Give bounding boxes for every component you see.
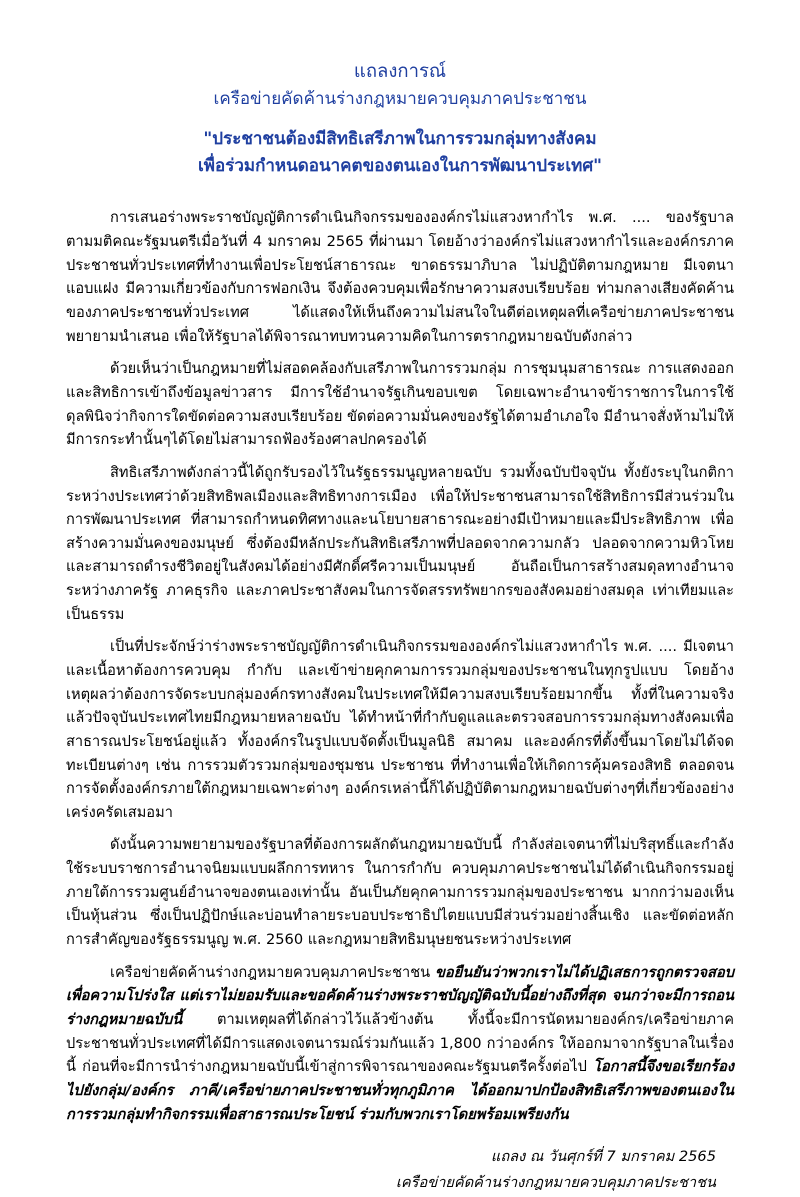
quote-line-1: "ประชาชนต้องมีสิทธิเสรีภาพในการรวมกลุ่มทางสังคม bbox=[203, 129, 597, 150]
final-emphasis-2: โอกาสนี้จึงขอเรียกร้องไปยังกลุ่ม/องค์กร ภาคี/เครือข่ายภาคประชาชนทั่วทุกภูมิภาค ได้ออกมาปกป้องสิทธิเสรีภาพของตนเองในการรวมกลุ่มทำกิจกรรมเพื่อสาธารณประโยชน์ ร่วมกับพวกเราโดยพร้อมเพรียงกัน bbox=[66, 1058, 734, 1123]
signature-date: แถลง ณ วันศุกร์ที่ 7 มกราคม 2565 bbox=[490, 1148, 716, 1166]
quote-line-2: เพื่อร่วมกำหนดอนาคตของตนเองในการพัฒนาประเทศ" bbox=[197, 156, 603, 177]
page-subtitle: เครือข่ายคัดค้านร่างกฎหมายควบคุมภาคประชาชน bbox=[213, 88, 587, 109]
paragraph-3: สิทธิเสรีภาพดังกล่าวนี้ได้ถูกรับรองไว้ในรัฐธรรมนูญหลายฉบับ รวมทั้งฉบับปัจจุบัน ทั้งยังระบุในกติการะหว่างประเทศว่าด้วยสิทธิพลเมืองและสิทธิทางการเมือง เพื่อให้ประชาชนสามารถใช้สิทธิการมีส่วนร่วมในการพัฒนาประเทศ ที่สามารถกำหนดทิศทางและนโยบายสาธารณะอย่างมีเป้าหมายและมีประสิทธิภาพ เพื่อสร้างความมั่นคงของมนุษย์ ซึ่งต้องมีหลักประกันสิทธิเสรีภาพที่ปลอดจากความกลัว ปลอดจากความหิวโหย และสามารถดำรงชีวิตอยู่ในสังคมได้อย่างมีศักดิ์ศรีความเป็นมนุษย์ อันถือเป็นการสร้างสมดุลทางอำนาจระหว่างภาครัฐ ภาคธุรกิจ และภาคประชาสังคมในการจัดสรรทรัพยากรของสังคมอย่างสมดุล เท่าเทียมและเป็นธรรม bbox=[66, 463, 734, 623]
final-emphasis-1: ขอยืนยันว่าพวกเราไม่ได้ปฏิเสธการถูกตรวจสอบเพื่อความโปร่งใส แต่เราไม่ยอมรับและขอคัดค้านร่างพระราชบัญญัติฉบับนี้อย่างถึงที่สุด จนกว่าจะมีการถอนร่างกฎหมายฉบับนี้ bbox=[66, 963, 734, 1028]
document-body bbox=[66, 206, 734, 1126]
page-title: แถลงการณ์ bbox=[353, 61, 447, 82]
paragraph-final bbox=[66, 961, 734, 1126]
document-header bbox=[66, 58, 734, 112]
paragraph-5: ดังนั้นความพยายามของรัฐบาลที่ต้องการผลักดันกฎหมายฉบับนี้ กำลังส่อเจตนาที่ไม่บริสุทธิ์และกำลังใช้ระบบราชการอำนาจนิยมแบบผลึกการทหาร ในการกำกับ ควบคุมภาคประชาชนไม่ได้ดำเนินกิจกรรมอยู่ภายใต้การรวมศูนย์อำนาจของตนเองเท่านั้น อันเป็นภัยคุกคามการรวมกลุ่มของประชาชน มากกว่ามองเห็นเป็นหุ้นส่วน ซึ่งเป็นปฏิปักษ์และบ่อนทำลายระบอบประชาธิปไตยแบบมีส่วนร่วมอย่างสิ้นเชิง และขัดต่อหลักการสำคัญของรัฐธรรมนูญ พ.ศ. 2560 และกฎหมายสิทธิมนุษยชนระหว่างประเทศ bbox=[66, 836, 734, 949]
final-lead: เครือข่ายคัดค้านร่างกฎหมายควบคุมภาคประชาชน bbox=[110, 963, 435, 981]
signature-block bbox=[66, 1144, 734, 1197]
paragraph-1: การเสนอร่างพระราชบัญญัติการดำเนินกิจกรรมขององค์กรไม่แสวงหากำไร พ.ศ. .... ของรัฐบาล ตามมติคณะรัฐมนตรีเมื่อวันที่ 4 มกราคม 2565 ที่ผ่านมา โดยอ้างว่าองค์กรไม่แสวงหากำไรและองค์กรภาคประชาชนทั่วประเทศที่ทำงานเพื่อประโยชน์สาธารณะ ขาดธรรมาภิบาล ไม่ปฏิบัติตามกฎหมาย มีเจตนาแอบแฝง มีความเกี่ยวข้องกับการฟอกเงิน จึงต้องควบคุมเพื่อรักษาความสงบเรียบร้อย ท่ามกลางเสียงคัดค้านของภาคประชาชนทั่วประเทศ ได้แสดงให้เห็นถึงความไม่สนใจในดีต่อเหตุผลที่เครือข่ายภาคประชาชนพยายามนำเสนอ เพื่อให้รัฐบาลได้พิจารณาทบทวนความคิดในการตรากฎหมายฉบับดังกล่าว bbox=[66, 209, 734, 345]
paragraph-2: ด้วยเห็นว่าเป็นกฎหมายที่ไม่สอดคล้องกับเสรีภาพในการรวมกลุ่ม การชุมนุมสาธารณะ การแสดงออก และสิทธิการเข้าถึงข้อมูลข่าวสาร มีการใช้อำนาจรัฐเกินขอบเขต โดยเฉพาะอำนาจข้าราชการในการใช้ดุลพินิจว่ากิจการใดขัดต่อความสงบเรียบร้อย ขัดต่อความมั่นคงของรัฐได้ตามอำเภอใจ มีอำนาจสั่งห้ามไม่ให้มีการกระทำนั้นๆได้โดยไม่สามารถฟ้องร้องศาลปกครองได้ bbox=[66, 360, 734, 449]
headline-quote bbox=[66, 126, 734, 180]
signature-author: เครือข่ายคัดค้านร่างกฎหมายควบคุมภาคประชาชน bbox=[395, 1174, 716, 1192]
final-middle: ตามเหตุผลที่ได้กล่าวไว้แล้วข้างต้น ทั้งนี้จะมีการนัดหมายองค์กร/เครือข่ายภาคประชาชนทั่วประเทศที่ได้มีการแสดงเจตนารมณ์ร่วมกันแล้ว 1,800 กว่าองค์กร ให้ออกมาจากรัฐบาลในเรื่องนี้ ก่อนที่จะมีการนำร่างกฎหมายฉบับนี้เข้าสู่การพิจารณาของคณะรัฐมนตรีครั้งต่อไป bbox=[66, 1010, 734, 1076]
paragraph-4: เป็นที่ประจักษ์ว่าร่างพระราชบัญญัติการดำเนินกิจกรรมขององค์กรไม่แสวงหากำไร พ.ศ. .... มีเจตนาและเนื้อหาต้องการควบคุม กำกับ และเข้าข่ายคุกคามการรวมกลุ่มของประชาชนในทุกรูปแบบ โดยอ้างเหตุผลว่าต้องการจัดระบบกลุ่มองค์กรทางสังคมในประเทศให้มีความสงบเรียบร้อยมากขึ้น ทั้งที่ในความจริงแล้วปัจจุบันประเทศไทยมีกฎหมายหลายฉบับ ได้ทำหน้าที่กำกับดูแลและตรวจสอบการรวมกลุ่มทางสังคมเพื่อสาธารณประโยชน์อยู่แล้ว ทั้งองค์กรในรูปแบบจัดตั้งเป็นมูลนิธิ สมาคม และองค์กรที่ตั้งขึ้นมาโดยไม่ได้จดทะเบียนต่างๆ เช่น การรวมตัวรวมกลุ่มของชุมชน ประชาชน ที่ทำงานเพื่อให้เกิดการคุ้มครองสิทธิ ตลอดจนการจัดตั้งองค์กรภายใต้กฎหมายเฉพาะต่างๆ องค์กรเหล่านี้ก็ได้ปฏิบัติตามกฎหมายฉบับต่างๆที่เกี่ยวข้องอย่างเคร่งครัดเสมอมา bbox=[66, 638, 734, 821]
